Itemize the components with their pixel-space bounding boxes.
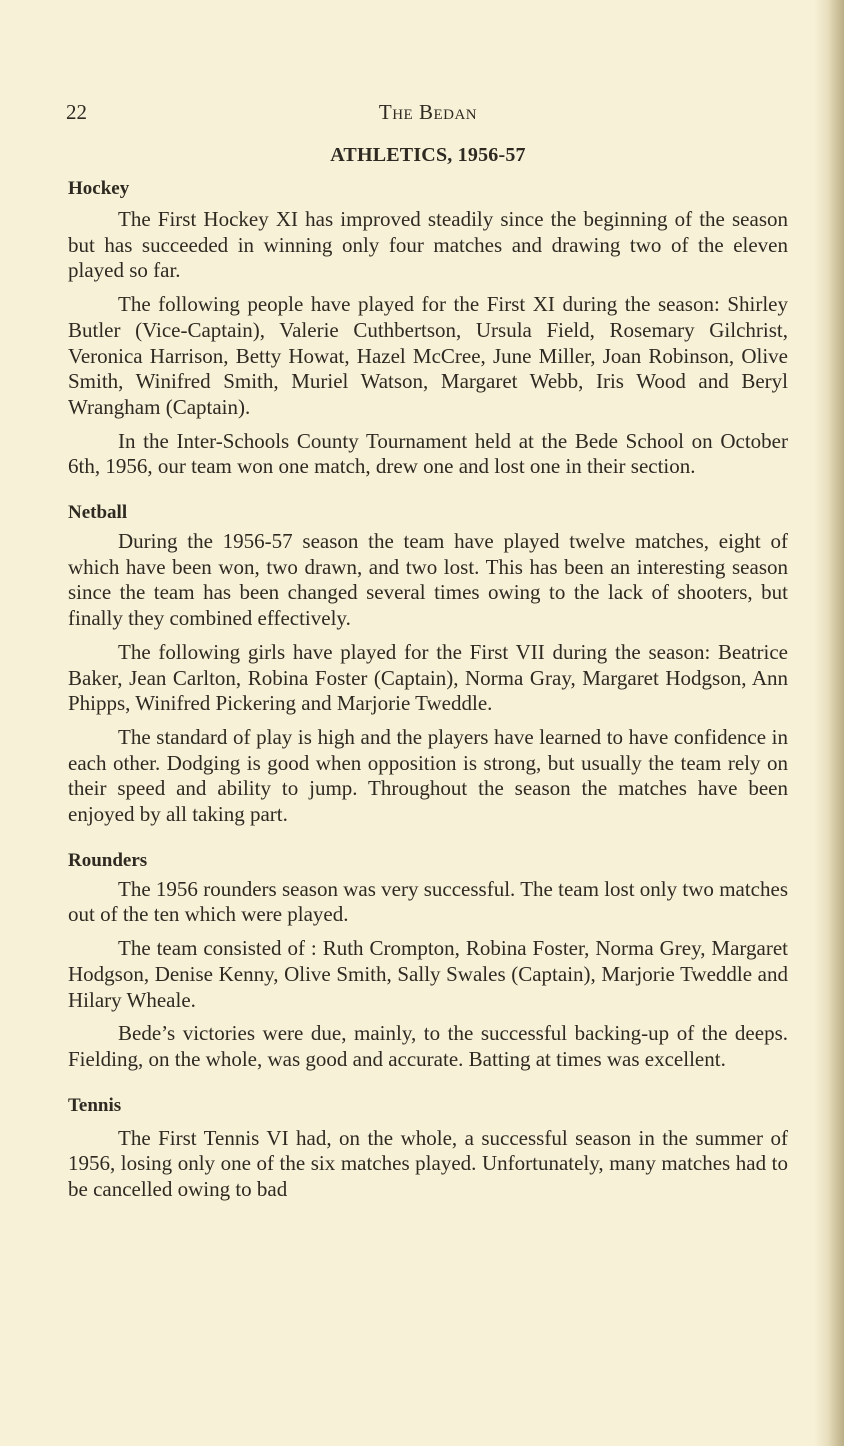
section-heading: Netball	[68, 502, 128, 524]
section-rounders	[68, 848, 788, 1073]
section-heading: Rounders	[68, 849, 148, 871]
paragraph: The 1956 rounders season was very successful. The team lost only two matches out of the ten which were played.	[68, 876, 788, 927]
section-tennis	[68, 1093, 788, 1203]
paragraph: The following people have played for the First XI during the season: Shirley Butler (Vice-Captain), Valerie Cuthbertson, Ursula Field, Rosemary Gilchrist, Veronica Harrison, Betty Howat, Hazel McCree, June Miller, Joan Robinson, Olive Smith, Winifred Smith, Muriel Watson, Margaret Webb, Iris Wood and Beryl Wrangham (Captain).	[68, 292, 788, 419]
running-title: The Bedan	[378, 100, 478, 124]
paragraph: The standard of play is high and the players have learned to have confidence in each other. Dodging is good when opposition is strong, but usually the team rely on their speed and ability to jump. Throughout the season the matches have been enjoyed by all taking part.	[68, 724, 788, 827]
section-heading: Hockey	[68, 178, 130, 199]
paragraph: The following girls have played for the First VII during the season: Beatrice Baker, Jean Carlton, Robina Foster (Captain), Norma Gray, Margaret Hodgson, Ann Phipps, Winifred Pickering and Marjorie Tweddle.	[68, 639, 788, 716]
page-number: 22	[66, 100, 87, 124]
paragraph: The team consisted of : Ruth Crompton, Robina Foster, Norma Grey, Margaret Hodgson, Denise Kenny, Olive Smith, Sally Swales (Captain), Marjorie Tweddle and Hilary Wheale.	[68, 936, 788, 1012]
paragraph: During the 1956-57 season the team have played twelve matches, eight of which have been won, two drawn, and two lost. This has been an interesting season since the team has been changed several times owing to the lack of shooters, but finally they combined effectively.	[68, 529, 788, 631]
article-body	[68, 176, 788, 1211]
paragraph: In the Inter-Schools County Tournament held at the Bede School on October 6th, 1956, our team won one match, drew one and lost one in their section.	[68, 428, 788, 479]
section-heading: Tennis	[68, 1094, 122, 1116]
paragraph: The First Tennis VI had, on the whole, a successful season in the summer of 1956, losing only one of the six matches played. Unfortunately, many matches had to be cancelled owing to bad	[68, 1125, 788, 1202]
article-title: ATHLETICS, 1956-57	[330, 144, 526, 166]
section-hockey	[68, 176, 788, 480]
paragraph: The First Hockey XI has improved steadily since the beginning of the season but has succeeded in winning only four matches and drawing two of the eleven played so far.	[68, 207, 788, 283]
page-edge-shadow	[814, 0, 844, 1446]
paragraph: Bede’s victories were due, mainly, to the successful backing-up of the deeps. Fielding, on the whole, was good and accurate. Batting at times was excellent.	[68, 1021, 788, 1071]
running-header	[68, 100, 788, 126]
section-netball	[68, 500, 788, 828]
